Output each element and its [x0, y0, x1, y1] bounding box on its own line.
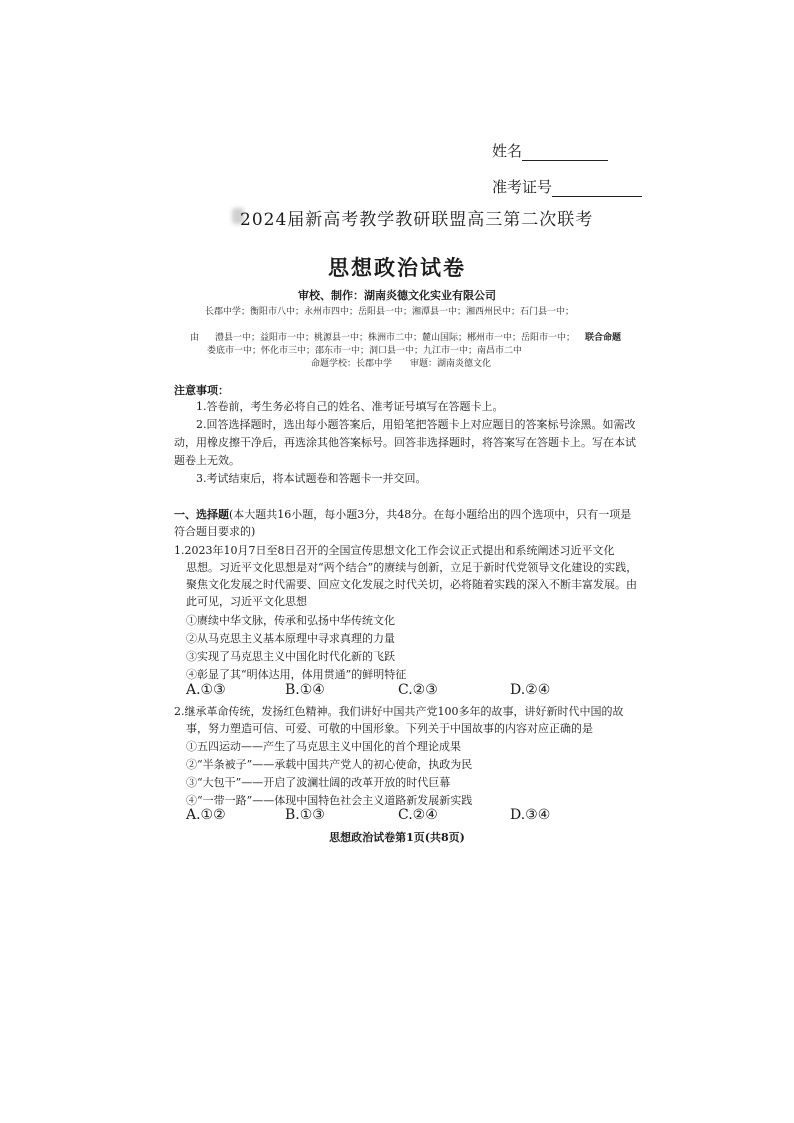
question-2-line: 2.继承革命传统，发扬红色精神。我们讲好中国共产党100多年的故事，讲好新时代中国的故 [174, 705, 624, 718]
notice-item: 2.回答选择题时，选出每小题答案后，用铅笔把答题卡上对应题目的答案标号涂黑。如需改 [196, 418, 636, 431]
admission-number-label: 准考证号 [492, 178, 553, 196]
schools-line-2-suffix: 联合命题 [585, 333, 622, 343]
name-blank [522, 160, 608, 161]
question-1-line: 1.2023年10月7日至8日召开的全国宣传思想文化工作会议正式提出和系统阐述习近平文化 [174, 544, 615, 557]
section-heading [174, 506, 636, 540]
schools-line-2: 澧县一中；益阳市一中；桃源县一中；株洲市二中；麓山国际；郴州市一中；岳阳市一中； [215, 333, 576, 343]
question-2-option-c: C.②④ [398, 807, 438, 823]
question-1-option-d: D.②④ [510, 682, 551, 698]
exam-title: 2024届新高考教学教研联盟高三第二次联考 [240, 210, 594, 230]
setter-reviewer-line: 命题学校：长郡中学 审题：湖南炎德文化 [311, 359, 492, 369]
question-2-statement: ④“一带一路”——体现中国特色社会主义道路新发展新实践 [186, 794, 473, 807]
question-1-option-b: B.①④ [285, 682, 325, 698]
name-label: 姓名 [492, 142, 523, 160]
schools-line-2-prefix: 由 [190, 333, 200, 343]
schools-line-1: 长郡中学；衡阳市八中；永州市四中；岳阳县一中；湘潭县一中；湘西州民中；石门县一中； [205, 307, 575, 317]
subject-title: 思想政治试卷 [328, 255, 466, 280]
page-footer: 思想政治试卷第1页(共8页) [329, 831, 465, 844]
notice-item: 3.考试结束后，将本试题卷和答题卡一并交回。 [196, 472, 427, 485]
question-2-line: 事，努力塑造可信、可爱、可敬的中国形象。下列关于中国故事的内容对应正确的是 [186, 722, 593, 735]
question-1-statement: ③实现了马克思主义中国化时代化新的飞跃 [186, 650, 395, 663]
question-1-option-c: C.②③ [398, 682, 438, 698]
section-description: (本大题共16小题，每小题3分，共48分。在每小题给出的四个选项中，只有一项是符合题目要求的) [174, 508, 632, 538]
question-2-option-d: D.③④ [510, 807, 551, 823]
reviewer-line: 审校、制作：湖南炎德文化实业有限公司 [298, 289, 496, 302]
question-2-statement: ①五四运动——产生了马克思主义中国化的首个理论成果 [186, 740, 461, 753]
question-2-option-b: B.①③ [285, 807, 325, 823]
question-1-statement: ④彰显了其“明体达用，体用贯通”的鲜明特征 [186, 668, 407, 681]
question-1-line: 思想。习近平文化思想是对“两个结合”的赓续与创新，立足于新时代党领导文化建设的实践， [186, 561, 638, 574]
question-1-option-a: A.①③ [186, 682, 226, 698]
question-2-option-a: A.①② [186, 807, 226, 823]
notice-heading: 注意事项： [174, 384, 229, 397]
notice-item: 动，用橡皮擦干净后，再选涂其他答案标号。回答非选择题时，将答案写在答题卡上。写在本试 [174, 436, 636, 449]
question-1-line: 聚焦文化发展之时代需要、回应文化发展之时代关切，必将随着实践的深入不断丰富发展。由 [186, 578, 637, 591]
section-title: 一、选择题 [174, 508, 229, 521]
question-1-line: 此可见，习近平文化思想 [186, 595, 307, 608]
admission-number-blank [552, 196, 642, 197]
notice-item: 题卷上无效。 [174, 454, 240, 467]
name-field [492, 140, 608, 161]
question-2-statement: ③“大包干”——开启了波澜壮阔的改革开放的时代巨幕 [186, 776, 451, 789]
question-2-statement: ②“半条被子”——承载中国共产党人的初心使命，执政为民 [186, 758, 473, 771]
schools-line-3: 娄底市一中；怀化市三中；邵东市一中；洞口县一中；九江市一中；南昌市二中 [207, 346, 523, 356]
notice-item: 1.答卷前，考生务必将自己的姓名、准考证号填写在答题卡上。 [196, 400, 504, 413]
question-1-statement: ②从马克思主义基本原理中寻求真理的力量 [186, 632, 395, 645]
question-1-statement: ①赓续中华文脉，传承和弘扬中华传统文化 [186, 614, 395, 627]
admission-number-field [492, 176, 642, 197]
